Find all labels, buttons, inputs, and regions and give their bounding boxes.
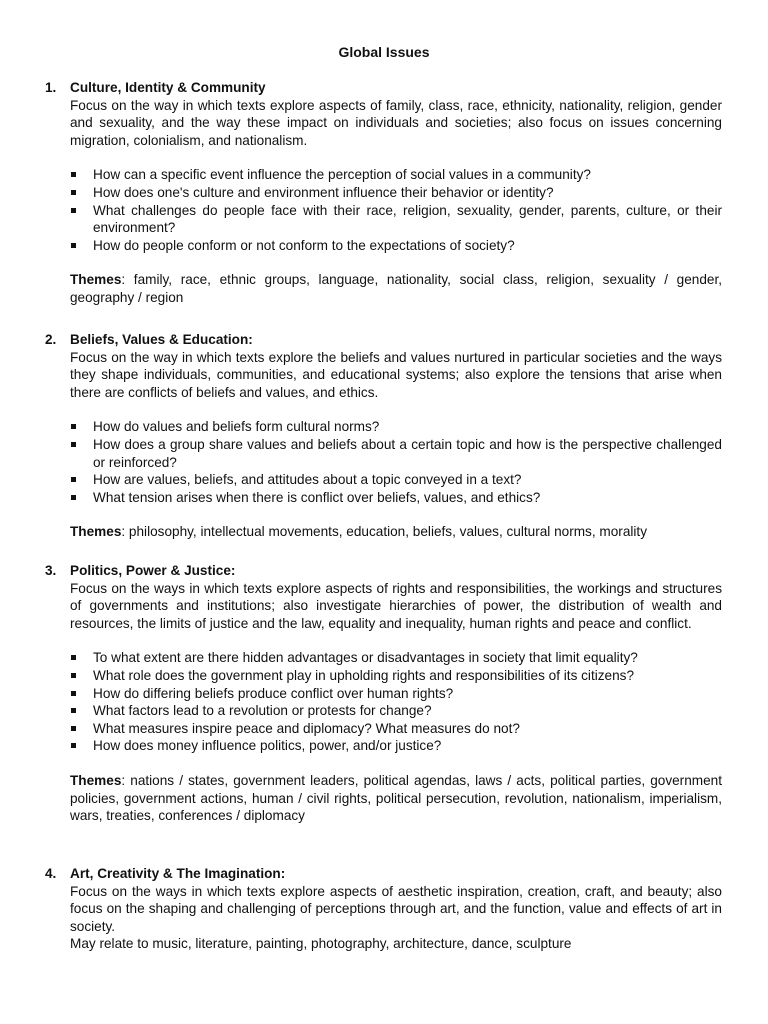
section-title: Art, Creativity & The Imagination: (70, 866, 286, 881)
list-item: What measures inspire peace and diplomacy? What measures do not? (45, 720, 722, 738)
list-item: What tension arises when there is conflict over beliefs, values, and ethics? (45, 489, 722, 507)
section-number: 4. (45, 866, 57, 881)
section-heading (45, 331, 722, 349)
section-beliefs-values-education (45, 331, 722, 541)
bullet-icon (71, 726, 76, 731)
themes-text: : philosophy, intellectual movements, education, beliefs, values, cultural norms, morality (121, 524, 647, 540)
themes-label: Themes (70, 272, 122, 288)
list-item: How are values, beliefs, and attitudes about a topic conveyed in a text? (45, 471, 722, 489)
bullet-icon (71, 243, 76, 248)
section-number: 3. (45, 563, 57, 578)
section-description: Focus on the ways in which texts explore aspects of rights and responsibilities, the workings and structures of governments and institutions; also investigate hierarchies of power, the distribution of wealth and resources, the limits of justice and the law, equality and inequality, human rights and peace and conflict. (70, 580, 722, 631)
bullet-icon (71, 743, 76, 748)
list-item: What role does the government play in upholding rights and responsibilities of its citizens? (45, 667, 722, 685)
section-extra-note: May relate to music, literature, painting, photography, architecture, dance, sculpture (70, 936, 572, 952)
section-title: Beliefs, Values & Education: (70, 332, 253, 347)
themes-text: : family, race, ethnic groups, language, nationality, social class, religion, sexuality / gender, geography / region (70, 272, 722, 305)
question-list (45, 649, 722, 755)
section-heading (45, 562, 722, 580)
section-description: Focus on the ways in which texts explore aspects of aesthetic inspiration, creation, craft, and beauty; also focus on the shaping and challenging of perceptions through art, and the function, value and effects of art in society. (70, 883, 722, 934)
section-title: Culture, Identity & Community (70, 80, 266, 95)
section-description: Focus on the way in which texts explore the beliefs and values nurtured in particular societies and the ways they shape individuals, communities, and educational systems; also explore the tensions that arise when there are conflicts of beliefs and values, and ethics. (70, 349, 722, 400)
list-item: How does money influence politics, power, and/or justice? (45, 737, 722, 755)
section-heading (45, 865, 722, 883)
list-item: How do people conform or not conform to the expectations of society? (45, 237, 722, 255)
list-item: How does one's culture and environment influence their behavior or identity? (45, 184, 722, 202)
list-item: How does a group share values and beliefs about a certain topic and how is the perspective challenged or reinforced? (45, 436, 722, 471)
question-list (45, 166, 722, 254)
bullet-icon (71, 655, 76, 660)
bullet-icon (71, 477, 76, 482)
section-number: 1. (45, 80, 57, 95)
bullet-icon (71, 708, 76, 713)
list-item: What challenges do people face with their race, religion, sexuality, gender, parents, culture, or their environment? (45, 202, 722, 237)
list-item: To what extent are there hidden advantages or disadvantages in society that limit equality? (45, 649, 722, 667)
section-description: Focus on the way in which texts explore aspects of family, class, race, ethnicity, nationality, religion, gender and sexuality, and the way these impact on individuals and societies; also focus on issues concerning migration, colonialism, and nationalism. (70, 97, 722, 148)
section-politics-power-justice (45, 562, 722, 825)
bullet-icon (71, 673, 76, 678)
themes-line (45, 523, 722, 541)
bullet-icon (71, 424, 76, 429)
list-item: How do values and beliefs form cultural norms? (45, 418, 722, 436)
bullet-icon (71, 691, 76, 696)
bullet-icon (71, 495, 76, 500)
page-title: Global Issues (338, 44, 430, 60)
question-list (45, 418, 722, 506)
section-number: 2. (45, 332, 57, 347)
section-culture-identity-community (45, 79, 722, 307)
list-item: How do differing beliefs produce conflict over human rights? (45, 685, 722, 703)
section-title: Politics, Power & Justice: (70, 563, 236, 578)
bullet-icon (71, 190, 76, 195)
bullet-icon (71, 442, 76, 447)
themes-text: : nations / states, government leaders, political agendas, laws / acts, political parties, government policies, government actions, human / civil rights, political persecution, revolution, nationalism, imperialism, wars, treaties, conferences / diplomacy (70, 772, 722, 824)
themes-label: Themes (70, 524, 122, 540)
section-art-creativity-imagination (45, 865, 722, 953)
themes-label: Themes (70, 772, 122, 788)
themes-line (45, 772, 722, 825)
bullet-icon (71, 172, 76, 177)
list-item: How can a specific event influence the perception of social values in a community? (45, 166, 722, 184)
list-item: What factors lead to a revolution or protests for change? (45, 702, 722, 720)
themes-line (45, 271, 722, 306)
section-heading (45, 79, 722, 97)
bullet-icon (71, 208, 76, 213)
